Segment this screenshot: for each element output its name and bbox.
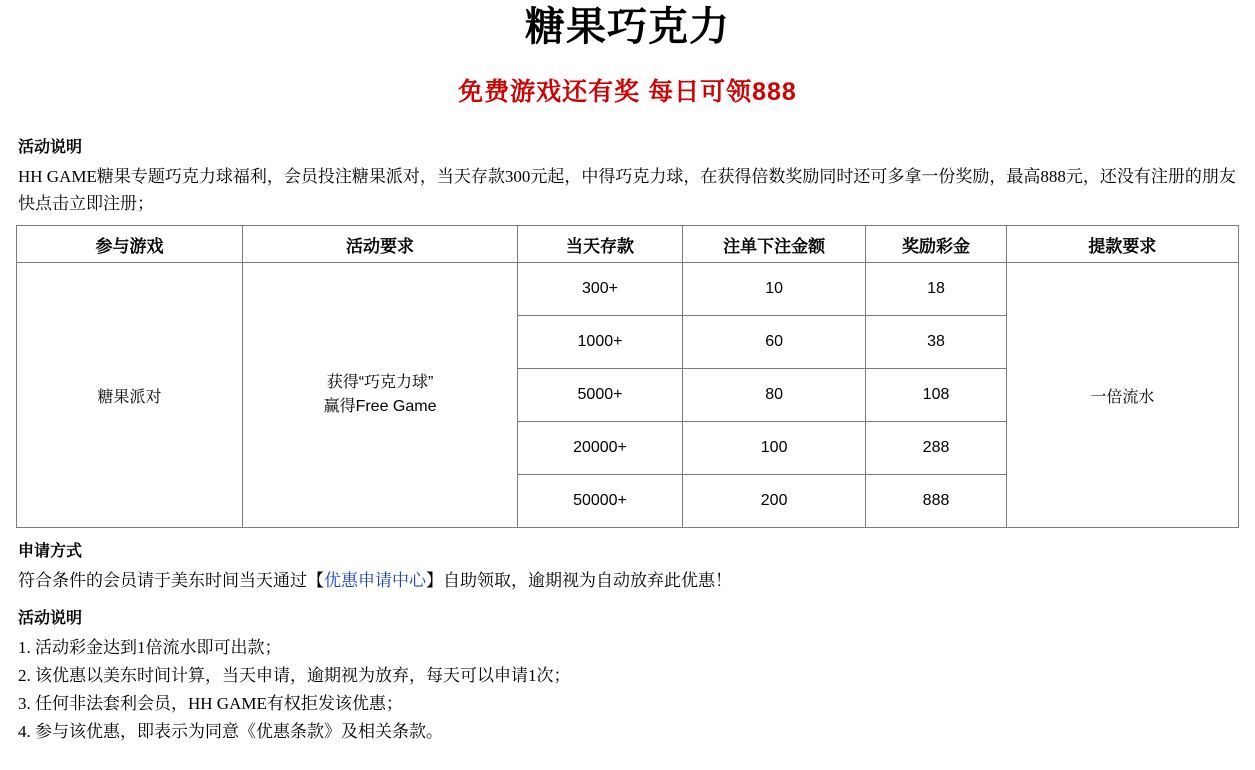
activity-description-heading: 活动说明: [18, 139, 83, 156]
rule-item: 4. 参与该优惠，即表示为同意《优惠条款》及相关条款。: [18, 721, 443, 741]
cell-bonus: 38: [866, 316, 1007, 369]
promo-page: [0, 4, 1255, 770]
table-header-row: [17, 226, 1239, 263]
table-header-cell: 提款要求: [1006, 226, 1238, 263]
rules-list: [18, 634, 1239, 746]
table-header-cell: 活动要求: [243, 226, 518, 263]
rules-heading: 活动说明: [18, 609, 83, 627]
rule-item: 1. 活动彩金达到1倍流水即可出款；: [18, 637, 282, 657]
cell-bonus: 888: [866, 475, 1007, 528]
rule-item: 3. 任何非法套利会员，HH GAME有权拒发该优惠；: [18, 693, 403, 713]
page-subtitle: 免费游戏还有奖 每日可领888: [458, 78, 797, 106]
table-header-cell: 奖励彩金: [866, 226, 1007, 263]
cell-deposit: 50000+: [518, 475, 683, 528]
page-title: 糖果巧克力: [525, 4, 730, 49]
promo-center-link[interactable]: 优惠申请中心: [324, 571, 426, 591]
requirement-line-2: 赢得Free Game: [323, 398, 437, 416]
table-header-cell: 当天存款: [518, 226, 683, 263]
cell-deposit: 300+: [518, 263, 683, 316]
cell-deposit: 5000+: [518, 369, 683, 422]
table-row: [17, 263, 1239, 316]
cell-game: 糖果派对: [17, 263, 243, 528]
table-header-cell: 参与游戏: [17, 226, 243, 263]
rule-item: 2. 该优惠以美东时间计算，当天申请，逾期视为放弃，每天可以申请1次；: [18, 665, 571, 685]
cell-bet: 80: [682, 369, 865, 422]
cell-bonus: 108: [866, 369, 1007, 422]
activity-description-body: HH GAME糖果专题巧克力球福利，会员投注糖果派对，当天存款300元起，中得巧克力球，在获得倍数奖励同时还可多拿一份奖励，最高888元，还没有注册的朋友快点击立即注册；: [18, 167, 1236, 214]
apply-method-body: [18, 567, 1239, 594]
cell-bonus: 288: [866, 422, 1007, 475]
cell-deposit: 1000+: [518, 316, 683, 369]
requirement-line-1: 获得“巧克力球”: [326, 374, 434, 392]
cell-bet: 60: [682, 316, 865, 369]
cell-bet: 200: [682, 475, 865, 528]
cell-bet: 10: [682, 263, 865, 316]
promo-table: [16, 225, 1239, 528]
cell-withdraw: 一倍流水: [1006, 263, 1238, 528]
apply-text-before: 符合条件的会员请于美东时间当天通过【: [18, 571, 324, 591]
apply-method-heading: 申请方式: [18, 543, 83, 561]
cell-bet: 100: [682, 422, 865, 475]
cell-deposit: 20000+: [518, 422, 683, 475]
cell-bonus: 18: [866, 263, 1007, 316]
cell-requirement: [243, 263, 518, 528]
table-header-cell: 注单下注金额: [682, 226, 865, 263]
apply-text-after: 】自助领取，逾期视为自动放弃此优惠！: [426, 571, 732, 591]
